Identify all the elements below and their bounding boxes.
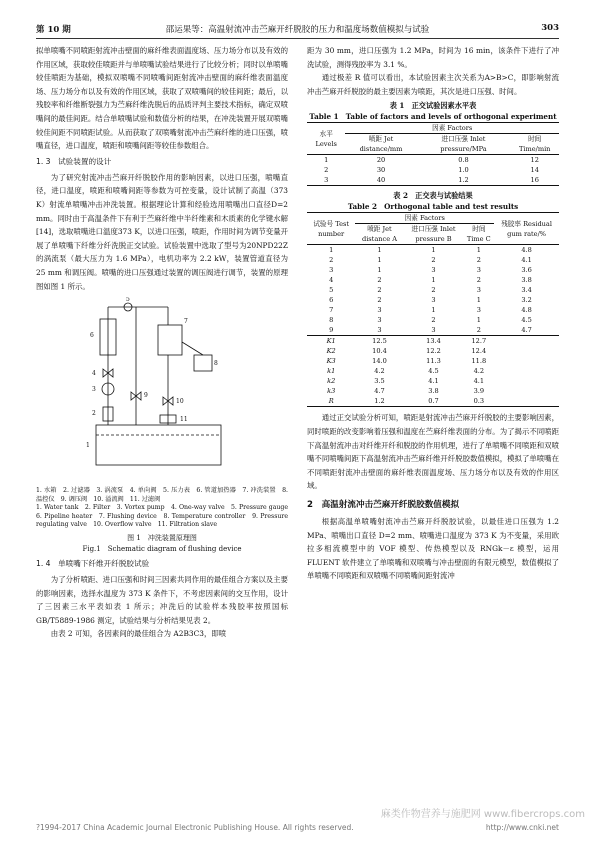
paragraph: 由表 2 可知，各因素间的最佳组合为 A2B3C3，即喷 [50, 629, 227, 639]
table-cell: 5 [329, 286, 334, 295]
table-cell: 12.2 [426, 347, 441, 356]
table-cell: 3.5 [374, 377, 385, 386]
table-cell: 3.2 [521, 296, 532, 305]
callout-number: 4 [92, 370, 96, 378]
figure-1 [36, 297, 288, 487]
table-2-caption [307, 191, 559, 212]
table-cell: 3 [431, 326, 436, 335]
callout-number: 7 [184, 318, 188, 326]
page-footer [36, 823, 559, 832]
table-row [307, 325, 559, 336]
callout-number: 11 [180, 416, 188, 424]
table-cell: k3 [327, 387, 336, 396]
table-header: 喷距 Jet distance/mm [359, 135, 403, 154]
table-header: 试验号 Test number [307, 213, 355, 245]
figure-caption-en: Fig.1 Schematic diagram of flushing device [82, 545, 242, 554]
callout-number: 2 [92, 410, 96, 418]
table-cell: 3.8 [428, 387, 439, 396]
table-cell: 4 [329, 276, 334, 285]
section-heading-1-4: 1. 4 单喷嘴下纤维开纤脱胶试验 [36, 559, 150, 569]
table-cell: 0.3 [473, 397, 485, 406]
table-cell: 4.1 [521, 256, 532, 265]
table-cell: k2 [327, 377, 336, 386]
table-cell: 20 [376, 156, 386, 165]
table-cell: 3.4 [521, 286, 532, 295]
table-cell: 3 [324, 176, 329, 185]
table-1 [307, 122, 559, 186]
callout-number: 8 [214, 360, 218, 368]
table-1-caption-zh: 表 1 正交试验因素水平表 [389, 101, 477, 111]
paragraph: 通过极差 R 值可以看出，本试验因素主次关系为A>B>C，即影响射流冲击苎麻开纤脱胶的最主要因素为喷距，其次是进口压强、时间。 [307, 73, 559, 96]
table-row [307, 305, 559, 315]
table-header: 因素 Factors [345, 123, 559, 134]
table-row [307, 245, 559, 256]
table-cell: 16 [530, 176, 539, 185]
table-row [307, 265, 559, 275]
table-cell: 3 [377, 326, 382, 335]
table-cell: 4.2 [473, 367, 485, 376]
table-stat-row [307, 366, 559, 376]
table-cell: 8 [329, 316, 334, 325]
table-cell: 3 [329, 266, 334, 275]
section-heading-1-3: 1. 3 试验装置的设计 [36, 156, 112, 166]
figure-legend-en: 1. Water tank 2. Filter 3. Vortex pump 4. One-way valve 5. Pressure gauge 6. Pipeline heater 7. Flushing device 8. Temperature controller 9. Pressure regulating valve 10. Overflow valve 11. Filtration slave [36, 504, 295, 529]
table-cell: 3.8 [521, 276, 532, 285]
table-cell [494, 366, 559, 376]
table-cell: 4.7 [521, 326, 532, 335]
table-2-caption-zh: 表 2 正交表与试验结果 [393, 191, 473, 201]
table-stat-row [307, 346, 559, 356]
table-row [307, 175, 559, 186]
table-cell: 4.2 [374, 367, 385, 376]
table-cell: 4.7 [374, 387, 385, 396]
paragraph: 为了分析喷距、进口压强和时间三因素共同作用的最佳组合方案以及主要的影响因素，选择水温度为 373 K 条件下，不考虑因素间的交互作用，设计了三因素三水平表如表 1 所示；冲洗后的试验样本残胶率按照国标 GB/T5889-1986 测定，试验结果与分析结果见表 2。 [36, 575, 288, 625]
callout-number: 5 [126, 297, 130, 304]
table-cell: 1 [324, 156, 329, 165]
table-cell: 3.9 [473, 387, 485, 396]
running-header [36, 20, 559, 39]
table-cell [494, 346, 559, 356]
table-cell: 2 [476, 256, 481, 265]
table-cell: 1.2 [458, 176, 469, 185]
table-cell: 40 [376, 176, 386, 185]
table-2 [307, 212, 559, 407]
table-header: 时间 Time C [466, 225, 491, 244]
table-1-caption [307, 101, 559, 122]
table-cell: K1 [326, 337, 336, 346]
table-cell: 12 [530, 156, 539, 165]
table-stat-row [307, 336, 559, 347]
paragraph: 通过正交试验分析可知，喷距是射流冲击苎麻开纤脱胶的主要影响因素，同时喷距的改变影响着压强和温度在苎麻纤维表面的分布。为了揭示不同喷距下高温射流冲击对纤维开纤和脱胶的作用机理，进行了单喷嘴不同喷距和双喷嘴不同喷嘴间距下高温射流冲击苎麻纤维开纤脱胶数值模拟，模拟了单喷嘴在不同喷距射流冲击壁面的麻纤维表面温度场、压力场分布以及有效的作用区域。 [307, 413, 559, 491]
table-cell: 3 [377, 316, 382, 325]
table-cell: 2 [476, 276, 481, 285]
callout-number: 10 [176, 398, 184, 406]
paragraph: 距为 30 mm，进口压强为 1.2 MPa，时间为 16 min，该条件下进行了冲洗试验，测得残胶率为 3.1 %。 [307, 46, 559, 69]
table-cell: 1 [431, 306, 436, 315]
table-cell [494, 336, 559, 347]
table-cell: 4.1 [428, 377, 439, 386]
table-cell: 11.3 [426, 357, 441, 366]
paragraph: 拟单喷嘴不同喷距射流冲击壁面的麻纤维表面温度场、压力场分布以及有效的作用区域，获取较佳喷距并与单喷嘴试验结果进行了比较分析；同时以单喷嘴较佳喷距为基础，模拟双喷嘴不同喷嘴间距射流冲击壁面的麻纤维表面温度场、压力场分布以及有效的作用区域，获取了双喷嘴间的较佳间距；最后，以残胶率和纤维断裂强力为苎麻纤维洗脱后的品质评判主要技术指标，确定双喷嘴间的最佳间距。结合单喷嘴试验和数值分析的结果，在冲洗装置开展双喷嘴较佳间距不同喷距试验。从而获取了双喷嘴射流冲击苎麻纤维的进口压强，喷嘴直径，进口温度，喷距和喷嘴间距等较佳参数组合。 [36, 46, 288, 151]
table-cell: 14 [530, 166, 539, 175]
figure-legend-zh: 1. 水箱 2. 过滤器 3. 涡流泵 4. 单向阀 5. 压力表 6. 管道加热器 7. 冲洗装置 8. 温控仪 9. 调压阀 10. 溢流阀 11. 过滤阀 [36, 487, 288, 503]
table-cell: 1 [431, 246, 436, 255]
table-cell: k1 [327, 367, 336, 376]
table-cell [494, 396, 559, 407]
left-column [36, 44, 295, 641]
paragraph: 为了研究射流冲击苎麻开纤脱胶作用的影响因素，以进口压强，喷嘴直径，进口温度，喷距和喷嘴间距等参数为可控变量，设计试制了高温（373 K）射流单喷嘴冲击冲洗装置。根据理论计算和经验选用喷嘴出口直径D=2 mm。同时由于高温条件下有利于苎麻纤维中半纤维素和木质素的化学键水解[14]，选取喷嘴进口温度373 K，以进口压强，喷距，作用时间为调节变量开展了单喷嘴下纤维分纤洗脱正交试验。试验装置中选取了型号为20NPD22Z 的涡流泵（最大压力为 1.6 MPa），电机功率为 2.2 kW，装置管道直径为 25 mm 和调压阀。喷嘴的进口压强通过装置的调压阀进行调节，装置的原理图如图 1 所示。 [36, 172, 288, 291]
table-header: 喷距 Jet distance A [361, 225, 397, 244]
table-cell: 3 [431, 266, 436, 275]
table-header: 时间 Time/min [518, 135, 551, 154]
table-cell: 14.0 [372, 357, 387, 366]
table-cell: 1 [377, 246, 382, 255]
table-cell [494, 356, 559, 366]
table-cell: 2 [329, 256, 334, 265]
page-number: 303 [541, 23, 559, 33]
table-cell: 2 [431, 316, 436, 325]
table-cell: 1 [476, 316, 481, 325]
table-cell: 1 [377, 256, 382, 265]
table-cell [494, 376, 559, 386]
issue-number: 第 10 期 [36, 25, 71, 35]
table-cell: 1 [329, 246, 334, 255]
table-cell: 4.1 [473, 377, 485, 386]
figure-caption [36, 533, 288, 555]
table-cell: 12.4 [471, 347, 487, 356]
table-row [307, 315, 559, 325]
water-tank-shape [96, 425, 221, 465]
table-cell: 11.8 [471, 357, 487, 366]
table-cell: 1 [431, 276, 436, 285]
right-column [307, 44, 559, 583]
table-cell: 3 [377, 306, 382, 315]
table-cell: 2 [377, 276, 382, 285]
table-cell: 2 [377, 286, 382, 295]
table-cell: 2 [431, 286, 436, 295]
table-row [307, 255, 559, 265]
table-cell: 3 [431, 296, 436, 305]
callout-number: 3 [92, 386, 96, 394]
table-cell: 10.4 [372, 347, 387, 356]
table-stat-row [307, 396, 559, 407]
section-heading-2: 2 高温射流冲击苎麻开纤脱胶数值模拟 [307, 499, 460, 510]
table-cell: 30 [376, 166, 386, 175]
table-2-body [307, 245, 559, 336]
table-header: 因素 Factors [355, 213, 494, 224]
table-cell: 2 [377, 296, 382, 305]
table-cell: 2 [324, 166, 329, 175]
figure-caption-zh: 图 1 冲洗装置原理图 [127, 534, 197, 543]
table-cell: 4.8 [521, 246, 532, 255]
table-2-stats [307, 336, 559, 407]
callout-number: 9 [144, 392, 148, 400]
table-row [307, 295, 559, 305]
table-cell: 4.8 [521, 306, 532, 315]
copyright-notice: ?1994-2017 China Academic Journal Electronic Publishing House. All rights reserved. [36, 823, 354, 832]
cnki-link[interactable]: http://www.cnki.net [485, 823, 559, 832]
running-title: 邵运果等：高温射流冲击苎麻开纤脱胶的压力和温度场数值模拟与试验 [165, 25, 430, 35]
table-cell: 2 [476, 326, 481, 335]
table-cell: 0.8 [458, 156, 469, 165]
table-cell: 1.2 [374, 397, 385, 406]
table-cell: 3.6 [521, 266, 532, 275]
table-stat-row [307, 386, 559, 396]
table-cell: 1 [476, 296, 481, 305]
table-cell: 7 [329, 306, 334, 315]
table-cell: 9 [329, 326, 334, 335]
table-header: 进口压强 Inlet pressure/MPa [440, 135, 487, 154]
table-row [307, 285, 559, 295]
table-cell: 12.7 [471, 337, 487, 346]
table-stat-row [307, 356, 559, 366]
table-stat-row [307, 376, 559, 386]
table-cell: 1 [476, 246, 481, 255]
table-cell: 0.7 [428, 397, 439, 406]
table-row [307, 165, 559, 175]
table-cell: 13.4 [426, 337, 441, 346]
table-cell: 4.5 [428, 367, 439, 376]
callout-number: 6 [90, 332, 94, 340]
table-cell: 3 [476, 286, 481, 295]
table-header: 进口压强 Inlet pressure B [411, 225, 456, 244]
table-cell: 12.5 [372, 337, 387, 346]
callout-number: 1 [86, 442, 90, 450]
table-cell: 3 [476, 306, 481, 315]
table-cell: 4.5 [521, 316, 532, 325]
table-cell: K3 [326, 357, 336, 366]
flushing-device-schematic [76, 297, 246, 482]
table-1-caption-en: Table 1 Table of factors and levels of orthogonal experiment [309, 111, 557, 121]
table-row [307, 155, 559, 166]
table-cell: 1.0 [458, 166, 469, 175]
table-cell: 6 [329, 296, 334, 305]
table-cell: 2 [431, 256, 436, 265]
table-cell [494, 386, 559, 396]
table-header: 残胶率 Residual gum rate/% [494, 213, 559, 245]
paragraph: 根据高温单喷嘴射流冲击苎麻开纤脱胶试验，以最佳进口压强为 1.2 MPa、喷嘴出口直径 D=2 mm、喷嘴进口温度为 373 K 为不变量，采用欧拉多相流模型中的 VOF 模型、传热模型以及 RNGk－ε 模型，运用 FLUENT 软件建立了单喷嘴和双喷嘴与冲击壁面的有限元模型，数值模拟了单喷嘴不同喷距和双喷嘴不同喷嘴间距射流冲 [307, 516, 559, 581]
table-header: 水平 Levels [307, 123, 345, 155]
table-cell: 3 [476, 266, 481, 275]
table-cell: R [328, 397, 334, 406]
watermark: 麻类作物营养与施肥网 www.fibercrops.com [380, 809, 585, 820]
table-row [307, 275, 559, 285]
table-2-caption-en: Table 2 Orthogonal table and test results [347, 201, 519, 211]
table-cell: K2 [326, 347, 336, 356]
table-cell: 1 [377, 266, 382, 275]
